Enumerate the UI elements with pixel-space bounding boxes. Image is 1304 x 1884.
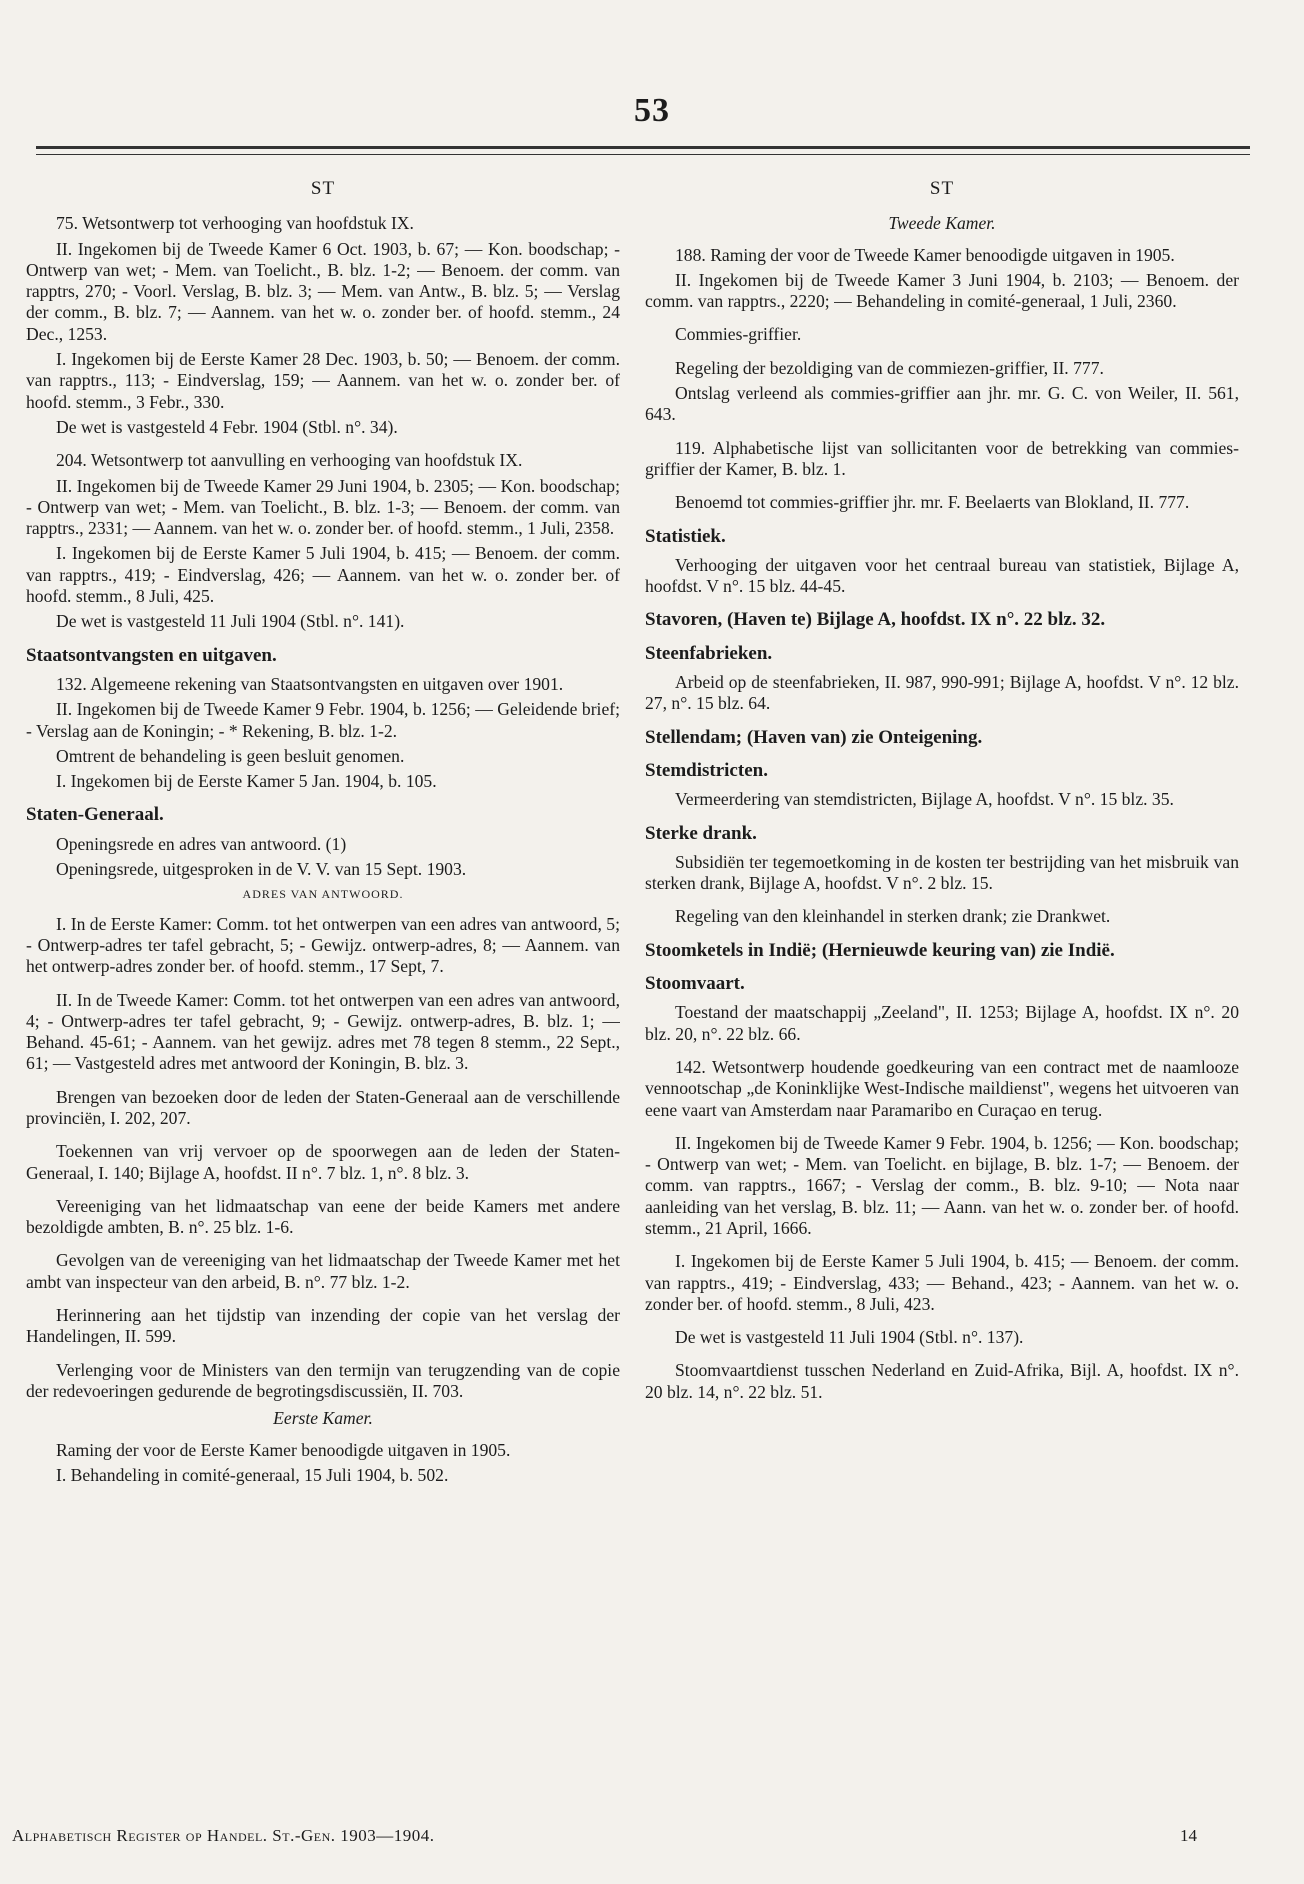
section-heading: Stoomvaart. [645, 973, 745, 995]
section-heading: Steenfabrieken. [645, 642, 773, 664]
entry-paragraph: 142. Wetsontwerp houdende goedkeuring van een contract met de naamlooze vennootschap „de Koninklijke West-Indische maildienst", wegens het uitvoeren van eene vaart van Amsterdam naar Paramaribo en Curaçao en terug. [645, 1056, 1239, 1120]
entry-paragraph: II. Ingekomen bij de Tweede Kamer 9 Febr. 1904, b. 1256; — Kon. boodschap; - Ontwerp van wet; - Mem. van Toelicht. en bijlage, B. blz. 1-7; — Benoem. der comm. van rapptrs., 1667; - Verslag der comm., B. blz. 9-10; — Nota naar aanleiding van het verslag, B. blz. 11; — Aann. van het w. o. zonder ber. of hoofd. stemm., 21 April, 1666. [645, 1132, 1239, 1238]
section-heading: Stemdistricten. [645, 759, 768, 781]
section-heading: Sterke drank. [645, 822, 757, 844]
entry-paragraph: II. Ingekomen bij de Tweede Kamer 29 Juni 1904, b. 2305; — Kon. boodschap; - Ontwerp van wet; - Mem. van Toelicht., B. blz. 1-3; — Benoem. der comm. van rapptrs., 2331; — Aannem. van het w. o. zonder ber. of hoofd. stemm., 1 Juli, 2358. [26, 475, 620, 539]
entry-paragraph: 119. Alphabetische lijst van sollicitanten voor de betrekking van commies-griffier der Kamer, B. blz. 1. [645, 437, 1239, 479]
entry-paragraph: I. Ingekomen bij de Eerste Kamer 28 Dec. 1903, b. 50; — Benoem. der comm. van rapptrs., 113; - Eindverslag, 159; — Aannem. van het w. o. zonder ber. of hoofd. stemm., 3 Febr., 330. [26, 349, 620, 412]
right-column [645, 162, 1239, 1802]
entry-paragraph: Toestand der maatschappij „Zeeland", II. 1253; Bijlage A, hoofdst. IX n°. 20 blz. 20, n°. 22 blz. 66. [645, 1002, 1239, 1044]
entry-paragraph: Arbeid op de steenfabrieken, II. 987, 990-991; Bijlage A, hoofdst. V n°. 12 blz. 27, n°. 15 blz. 64. [645, 672, 1239, 714]
footer-page-number: 14 [1180, 1826, 1197, 1845]
entry-paragraph: II. Ingekomen bij de Tweede Kamer 9 Febr. 1904, b. 1256; — Geleidende brief; - Verslag aan de Koningin; - * Rekening, B. blz. 1-2. [26, 699, 620, 741]
entry-paragraph: I. Ingekomen bij de Eerste Kamer 5 Jan. 1904, b. 105. [56, 771, 437, 792]
entry-paragraph: Benoemd tot commies-griffier jhr. mr. F. Beelaerts van Blokland, II. 777. [675, 492, 1190, 513]
page-number: 53 [634, 92, 670, 129]
entry-paragraph: II. In de Tweede Kamer: Comm. tot het ontwerpen van een adres van antwoord, 4; - Ontwerp-adres ter tafel gebracht, 9; - Gewijz. ontwerp-adres, B. blz. 1; — Behand. 45-61; - Aannem. van het gewijz. adres met 78 tegen 8 stemm., 22 Sept., 61; — Vastgesteld adres met antwoord der Koningin, B. blz. 3. [26, 989, 620, 1074]
entry-paragraph: Brengen van bezoeken door de leden der Staten-Generaal aan de verschillende provinciën, I. 202, 207. [26, 1086, 620, 1128]
entry-paragraph: Regeling van den kleinhandel in sterken drank; zie Drankwet. [675, 906, 1111, 927]
right-column-head: ST [929, 178, 955, 199]
footer-title: Alphabetisch Register op Handel. St.-Gen. 1903—1904. [12, 1826, 435, 1845]
entry-paragraph: De wet is vastgesteld 11 Juli 1904 (Stbl. n°. 141). [56, 611, 405, 632]
section-heading: Statistiek. [645, 525, 726, 547]
entry-paragraph: Toekennen van vrij vervoer op de spoorwegen aan de leden der Staten-Generaal, I. 140; Bijlage A, hoofdst. II n°. 7 blz. 1, n°. 8 blz. 3. [26, 1141, 620, 1183]
entry-paragraph: I. Behandeling in comité-generaal, 15 Juli 1904, b. 502. [56, 1464, 449, 1485]
sub-heading: Tweede Kamer. [888, 213, 996, 234]
section-heading: Stavoren, (Haven te) Bijlage A, hoofdst. IX n°. 22 blz. 32. [645, 609, 1106, 631]
header-rule [36, 146, 1250, 155]
entry-paragraph: I. In de Eerste Kamer: Comm. tot het ontwerpen van een adres van antwoord, 5; - Ontwerp-adres ter tafel gebracht, 5; - Gewijz. ontwerp-adres, 8; — Aannem. van het ontwerp-adres zonder ber. of hoofd. stemm., 17 Sept, 7. [26, 913, 620, 977]
entry-paragraph: Gevolgen van de vereeniging van het lidmaatschap der Tweede Kamer met het ambt van inspecteur van den arbeid, B. n°. 77 blz. 1-2. [26, 1250, 620, 1292]
entry-paragraph: Herinnering aan het tijdstip van inzending der copie van het verslag der Handelingen, II. 599. [26, 1305, 620, 1347]
entry-paragraph: 188. Raming der voor de Tweede Kamer benoodigde uitgaven in 1905. [675, 244, 1175, 265]
entry-paragraph: Subsidiën ter tegemoetkoming in de kosten ter bestrijding van het misbruik van sterken drank, Bijlage A, hoofdst. V n°. 2 blz. 15. [645, 851, 1239, 894]
entry-paragraph: De wet is vastgesteld 4 Febr. 1904 (Stbl. n°. 34). [56, 416, 398, 437]
entry-paragraph: Omtrent de behandeling is geen besluit genomen. [56, 745, 405, 766]
entry-paragraph: Openingsrede, uitgesproken in de V. V. van 15 Sept. 1903. [56, 859, 467, 880]
entry-paragraph: Ontslag verleend als commies-griffier aan jhr. mr. G. C. von Weiler, II. 561, 643. [645, 383, 1239, 425]
section-heading: Stellendam; (Haven van) zie Onteigening. [645, 726, 983, 748]
left-column [26, 162, 620, 1802]
left-entries [26, 213, 620, 1486]
entry-paragraph: Vereeniging van het lidmaatschap van eene der beide Kamers met andere bezoldigde ambten, B. n°. 25 blz. 1-6. [26, 1195, 620, 1238]
entry-paragraph: Stoomvaartdienst tusschen Nederland en Zuid-Afrika, Bijl. A, hoofdst. IX n°. 20 blz. 14, n°. 22 blz. 51. [645, 1360, 1239, 1402]
entry-paragraph: Openingsrede en adres van antwoord. (1) [56, 833, 347, 854]
entry-paragraph: I. Ingekomen bij de Eerste Kamer 5 Juli 1904, b. 415; — Benoem. der comm. van rapptrs., 419; - Eindverslag, 433; — Behand., 423; - Aannem. van het w. o. zonder ber. of hoofd. stemm., 8 Juli, 423. [645, 1251, 1239, 1314]
entry-paragraph: Vermeerdering van stemdistricten, Bijlage A, hoofdst. V n°. 15 blz. 35. [675, 789, 1174, 810]
section-heading: Staten-Generaal. [26, 804, 164, 826]
entry-paragraph: II. Ingekomen bij de Tweede Kamer 6 Oct. 1903, b. 67; — Kon. boodschap; - Ontwerp van wet; - Mem. van Toelicht., B. blz. 1-2; — Benoem. der comm. van rapptrs, 270; - Voorl. Verslag, B. blz. 3; — Mem. van Antw., B. blz. 5; — Verslag der comm., B. blz. 7; — Aannem. van het w. o. zonder ber. of hoofd. stemm., 24 Dec., 1253. [26, 238, 620, 344]
entry-paragraph: 204. Wetsontwerp tot aanvulling en verhooging van hoofdstuk IX. [56, 450, 523, 471]
right-entries [645, 213, 1239, 1403]
entry-paragraph: 132. Algemeene rekening van Staatsontvangsten en uitgaven over 1901. [56, 673, 564, 694]
left-column-head: ST [310, 178, 336, 199]
entry-paragraph: Commies-griffier. [675, 324, 802, 345]
entry-paragraph: I. Ingekomen bij de Eerste Kamer 5 Juli 1904, b. 415; — Benoem. der comm. van rapptrs., 419; - Eindverslag, 426; — Aannem. van het w. o. zonder ber. of hoofd. stemm., 8 Juli, 425. [26, 543, 620, 607]
sub-heading: Eerste Kamer. [273, 1408, 373, 1429]
entry-paragraph: II. Ingekomen bij de Tweede Kamer 3 Juni 1904, b. 2103; — Benoem. der comm. van rapptrs., 2220; — Behandeling in comité-generaal, 1 Juli, 2360. [645, 269, 1239, 312]
entry-paragraph: Raming der voor de Eerste Kamer benoodigde uitgaven in 1905. [56, 1439, 511, 1460]
entry-paragraph: Regeling der bezoldiging van de commiezen-griffier, II. 777. [675, 357, 1104, 378]
section-heading: Staatsontvangsten en uitgaven. [26, 644, 277, 666]
entry-paragraph: De wet is vastgesteld 11 Juli 1904 (Stbl. n°. 137). [675, 1327, 1024, 1348]
entry-paragraph: Verlenging voor de Ministers van den termijn van terugzending van de copie der redevoeringen gedurende de begrotingsdiscussiën, II. 703. [26, 1359, 620, 1401]
entry-paragraph: Verhooging der uitgaven voor het centraal bureau van statistiek, Bijlage A, hoofdst. V n°. 15 blz. 44-45. [645, 554, 1239, 597]
section-heading: Stoomketels in Indië; (Hernieuwde keuring van) zie Indië. [645, 939, 1115, 961]
caption-heading: ADRES VAN ANTWOORD. [242, 887, 404, 902]
entry-paragraph: 75. Wetsontwerp tot verhooging van hoofdstuk IX. [56, 213, 414, 234]
